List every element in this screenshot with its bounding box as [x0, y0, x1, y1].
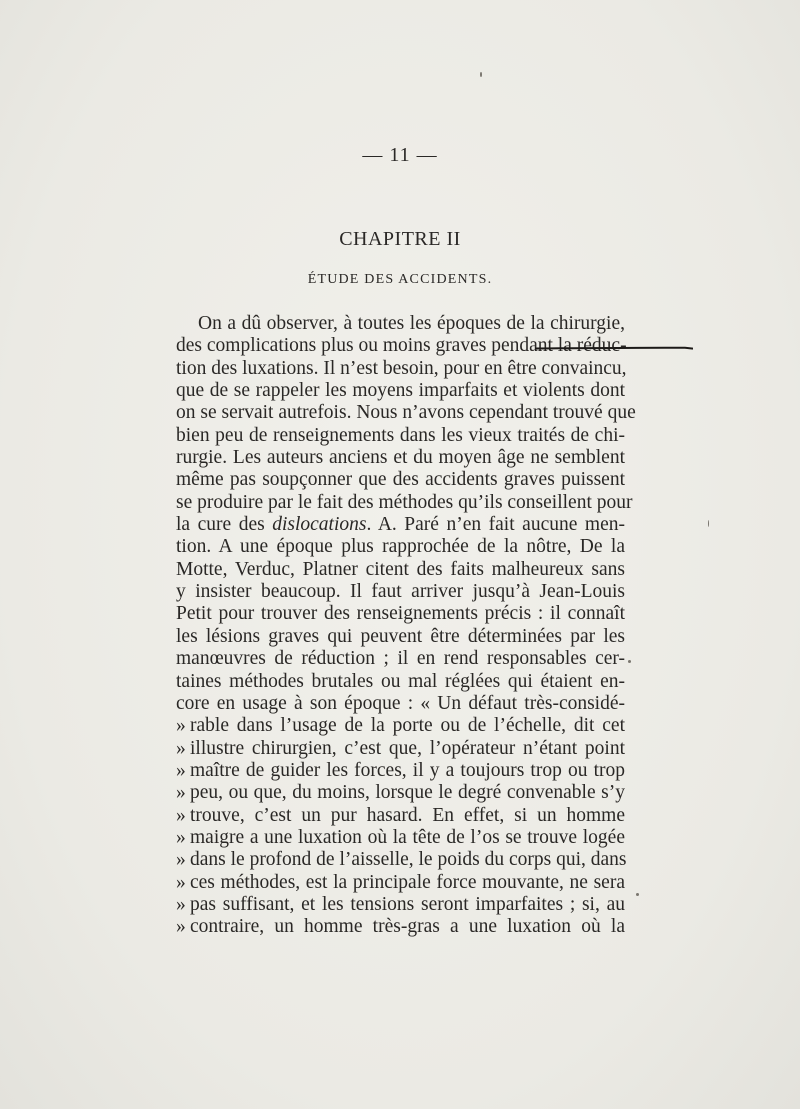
- paper-speck: [636, 893, 639, 896]
- quote-line: [176, 738, 625, 760]
- text-line-mixed: [176, 514, 625, 536]
- quote-mark: »: [176, 893, 186, 915]
- quote-line: [176, 872, 625, 894]
- page-number: — 11 —: [362, 144, 438, 166]
- quote-mark: »: [176, 759, 186, 781]
- quote-mark: »: [176, 849, 186, 871]
- quote-mark: »: [176, 871, 186, 893]
- text-line: les lésions graves qui peuvent être déterminées par les: [176, 625, 625, 647]
- quote-text: dans le profond de l’aisselle, le poids du corps qui, dans: [190, 849, 627, 871]
- quote-text: contraire, un homme très-gras a une luxation où la: [190, 916, 625, 938]
- quote-line: [176, 782, 625, 804]
- quote-mark: »: [176, 804, 186, 826]
- text-line: rurgie. Les auteurs anciens et du moyen âge ne semblent: [176, 447, 625, 469]
- quote-text: illustre chirurgien, c’est que, l’opérateur n’étant point: [190, 737, 625, 759]
- quote-line: [176, 827, 625, 849]
- text-fragment: la cure des: [176, 514, 265, 536]
- section-title: ÉTUDE DES ACCIDENTS.: [307, 272, 493, 287]
- text-line: des complications plus ou moins graves pendant la réduc-: [176, 335, 627, 357]
- paper-speck: [628, 660, 631, 663]
- quote-text: rable dans l’usage de la porte ou de l’échelle, dit cet: [190, 715, 625, 737]
- quote-mark: »: [176, 715, 186, 737]
- pen-underline-mark: [535, 346, 693, 350]
- paper-speck: [708, 520, 709, 527]
- text-line: que de se rappeler les moyens imparfaits et violents dont: [176, 380, 625, 402]
- quote-line: [176, 760, 625, 782]
- quote-line: [176, 916, 625, 938]
- text-line: tion des luxations. Il n’est besoin, pour en être convaincu,: [176, 357, 627, 379]
- text-line: se produire par le fait des méthodes qu’ils conseillent pour: [176, 491, 633, 513]
- quote-mark: »: [176, 737, 186, 759]
- chapter-title: CHAPITRE II: [339, 228, 461, 250]
- italic-term: dislocations: [272, 514, 367, 536]
- quote-line: [176, 894, 625, 916]
- paper-speck: [480, 72, 482, 77]
- quote-line: [176, 849, 625, 871]
- text-line: On a dû observer, à toutes les époques de la chirurgie,: [198, 313, 625, 334]
- text-fragment: . A. Paré n’en fait aucune men-: [366, 514, 625, 536]
- quote-line: [176, 715, 625, 737]
- quote-text: ces méthodes, est la principale force mouvante, ne sera: [190, 871, 625, 893]
- quote-mark: »: [176, 826, 186, 848]
- text-line: même pas soupçonner que des accidents graves puissent: [176, 469, 625, 491]
- body-text: [176, 313, 636, 939]
- text-line: y insister beaucoup. Il faut arriver jusqu’à Jean-Louis: [176, 581, 625, 603]
- quote-text: peu, ou que, du moins, lorsque le degré convenable s’y: [190, 782, 625, 804]
- quote-text: pas suffisant, et les tensions seront imparfaites ; si, au: [190, 893, 625, 915]
- quote-text: maître de guider les forces, il y a toujours trop ou trop: [190, 759, 625, 781]
- quote-mark: »: [176, 916, 186, 938]
- text-line: taines méthodes brutales ou mal réglées qui étaient en-: [176, 670, 625, 692]
- text-line: core en usage à son époque : « Un défaut très-considé-: [176, 692, 625, 714]
- text-line: bien peu de renseignements dans les vieux traités de chi-: [176, 424, 625, 446]
- text-line: Petit pour trouver des renseignements précis : il connaît: [176, 603, 625, 625]
- quote-line: [176, 805, 625, 827]
- text-line: Motte, Verduc, Platner citent des faits malheureux sans: [176, 558, 625, 580]
- text-line: on se servait autrefois. Nous n’avons cependant trouvé que: [176, 402, 636, 424]
- quote-text: trouve, c’est un pur hasard. En effet, si un homme: [190, 804, 625, 826]
- quote-mark: »: [176, 782, 186, 804]
- quote-text: maigre a une luxation où la tête de l’os se trouve logée: [190, 826, 625, 848]
- text-line: manœuvres de réduction ; il en rend responsables cer-: [176, 648, 625, 670]
- text-line: tion. A une époque plus rapprochée de la nôtre, De la: [176, 536, 625, 558]
